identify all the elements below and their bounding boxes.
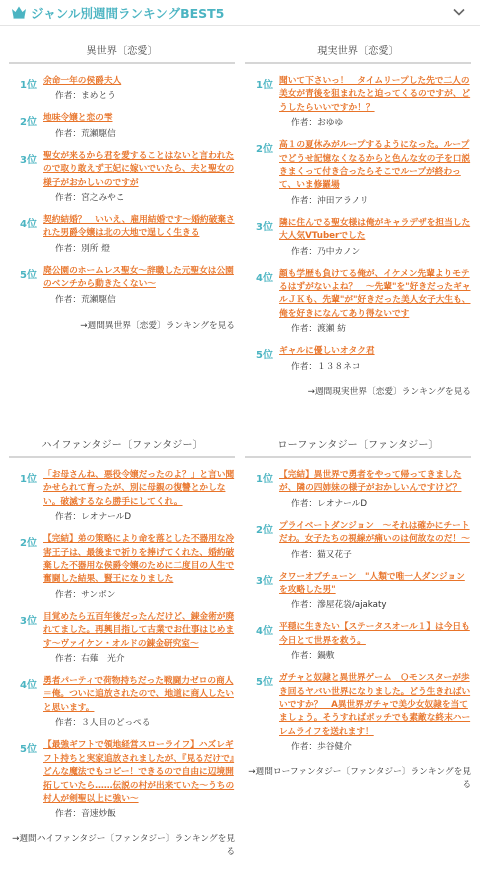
author-label: 作者：乃中カノン xyxy=(291,246,361,257)
ranking-item xyxy=(245,469,471,511)
rank-label: 2位 xyxy=(256,524,273,536)
rank-label: 1位 xyxy=(20,80,37,91)
work-title-link[interactable]: タワーオブチューン "人類で唯一人ダンジョンを攻略した男" xyxy=(279,571,465,596)
rank-label: 5位 xyxy=(256,677,273,689)
ranking-item xyxy=(245,75,471,130)
rank-label: 5位 xyxy=(20,269,37,281)
work-title-link[interactable]: 高１の夏休みがループするようになった。ループでどうせ記憶なくなるからと色んな女の子を口説きまくって付き合ったらそこでループが終わって、いま修羅場 xyxy=(279,140,471,191)
author-label: 作者：まめとう xyxy=(55,91,116,102)
ranking-item xyxy=(9,533,235,602)
section-heading: ハイファンタジー〔ファンタジー〕 xyxy=(9,436,235,458)
author-label: 作者：レオナールD xyxy=(291,498,368,509)
author-label: 作者：滲屋花袋/ajakaty xyxy=(291,600,387,611)
work-title-link[interactable]: 契約結婚？ いいえ、雇用結婚です～婚約破棄された男爵令嬢は北の大地で逞しく生きる xyxy=(43,215,235,239)
rank-label: 3位 xyxy=(256,575,273,587)
ranking-item xyxy=(245,217,471,259)
author-label: 作者：３人目のどっぺる xyxy=(55,718,151,729)
rank-label: 1位 xyxy=(20,474,37,485)
rank-label: 5位 xyxy=(256,350,273,362)
work-title-link[interactable]: 隣に住んでる聖女様は俺がキャラデザを担当した大人気VTuberでした xyxy=(279,217,471,242)
work-title-link[interactable]: 平穏に生きたい【ステータスオール１】は今日も今日とて世界を救う。 xyxy=(279,622,470,646)
ranking-item xyxy=(9,75,235,103)
rank-label: 1位 xyxy=(256,474,273,485)
section-heading: ローファンタジー〔ファンタジー〕 xyxy=(245,436,471,458)
ranking-item xyxy=(9,675,235,730)
author-label: 作者：渡瀬 紡 xyxy=(291,324,346,335)
rank-label: 3位 xyxy=(20,154,37,166)
ranking-item xyxy=(9,739,235,821)
ranking-item xyxy=(245,268,471,337)
work-title-link[interactable]: 聖女が来るから君を愛することはないと言われたので取り敢えず王妃に嫁いでいたら、夫と聖女の様子がおかしいのですが xyxy=(43,150,235,188)
author-label: 作者：サンボン xyxy=(55,589,116,600)
ranking-item xyxy=(245,345,471,373)
ranking-item xyxy=(9,150,235,205)
rank-label: 1位 xyxy=(256,80,273,91)
work-title-link[interactable]: ガチャと奴隷と異世界ゲーム Ｑモンスターが歩き回るヤバい世界になりました。どう生きればいいですか？ A異世界ガチャで美少女奴隷を当てましょう。そうすればボッチでも素敵な終末ハーレムライフを送れます！ xyxy=(279,673,471,737)
crown-icon xyxy=(11,5,27,19)
ranking-item xyxy=(245,621,471,663)
work-title-link[interactable]: 余命一年の侯爵夫人 xyxy=(43,76,122,86)
rank-label: 3位 xyxy=(256,221,273,233)
see-more-link[interactable]: →週間現実世界〔恋愛〕ランキングを見る xyxy=(307,386,471,397)
rank-label: 5位 xyxy=(20,744,37,756)
work-title-link[interactable]: 目覚めたら五百年後だったんだけど、錬金術が廃れてました。再興目指して古業でお仕事はじめます～ヴァイケン・オルドの錬金研究室～ xyxy=(43,611,235,649)
see-more-link[interactable]: →週間ローファンタジー〔ファンタジー〕ランキングを見る xyxy=(248,767,471,791)
work-title-link[interactable]: 【最強ギフトで領地経営スローライフ】ハズレギフト持ちと実家追放されましたが、『見るだけで』どんな魔法でもコピー！できるので自由に辺境開拓していたら……伝説の村が出来ていた～うちの村人が剣聖以上に強い～ xyxy=(43,740,235,804)
ranking-item xyxy=(245,520,471,562)
rank-label: 4位 xyxy=(256,626,273,638)
author-label: 作者：別所 燈 xyxy=(55,243,110,254)
ranking-header[interactable] xyxy=(0,0,480,26)
author-label: 作者：荒瀬駆信 xyxy=(55,294,116,305)
author-label: 作者：宮之みやこ xyxy=(55,193,125,204)
work-title-link[interactable]: 聞いて下さいっ！ タイムリープした先で二人の美女が青後を狙まれたと迫ってくるのですが、どうしたらいいですか！？ xyxy=(279,76,471,113)
ranking-item xyxy=(245,672,471,754)
genre-section-isekai-romance xyxy=(9,42,235,333)
author-label: 作者：音速炒飯 xyxy=(55,809,116,820)
see-more-link[interactable]: →週間ハイファンタジー〔ファンタジー〕ランキングを見る xyxy=(12,834,235,858)
rank-label: 2位 xyxy=(20,117,37,129)
author-label: 作者：おゆゆ xyxy=(291,118,344,129)
genre-section-high-fantasy xyxy=(9,436,235,859)
ranking-item xyxy=(9,611,235,666)
work-title-link[interactable]: 「お母さんね、悪役令嬢だったのよ？」と言い聞かせられて育ったが、別に母親の復讐とかしない。破滅するなら勝手にしてくれ。 xyxy=(43,470,235,507)
work-title-link[interactable]: 廃公園のホームレス聖女～辞職した元聖女は公園のベンチから動きたくない～ xyxy=(43,265,234,290)
author-label: 作者：鍋敷 xyxy=(291,651,335,662)
rank-label: 4位 xyxy=(20,680,37,692)
work-title-link[interactable]: ギャルに優しいオタク君 xyxy=(279,346,375,357)
ranking-item xyxy=(245,139,471,208)
work-title-link[interactable]: 勇者パーティで荷物持ちだった戦闘力ゼロの商人＝俺。ついに追放されたので、地道に商人したいと思います。 xyxy=(43,676,234,713)
ranking-item xyxy=(9,214,235,256)
author-label: 作者：歩谷健介 xyxy=(291,742,352,753)
work-title-link[interactable]: プライベートダンジョン ～それは確かにチートだわ。女子たちの視線が痛いのは何故なのだ！～ xyxy=(279,520,470,545)
ranking-item xyxy=(9,112,235,140)
chevron-down-icon[interactable] xyxy=(452,6,466,18)
author-label: 作者：猫又花子 xyxy=(291,549,352,560)
rank-label: 2位 xyxy=(256,144,273,156)
work-title-link[interactable]: 【完結】弟の策略により命を落とした不器用な冷害王子は、最後まで祈りを捧げてくれた、婚約破棄した不器用な侯爵令嬢のために二度目の人生で奮闘した結果、賢王になりました xyxy=(43,534,235,585)
rank-label: 4位 xyxy=(20,219,37,231)
genre-section-real-world-romance xyxy=(245,42,471,399)
section-heading: 異世界〔恋愛〕 xyxy=(9,42,235,64)
author-label: 作者：１３８ネコ xyxy=(291,361,361,372)
work-title-link[interactable]: 地味令嬢と恋の雫 xyxy=(43,113,113,124)
author-label: 作者：レオナールD xyxy=(55,512,132,523)
author-label: 作者：荒瀬駆信 xyxy=(55,128,116,139)
ranking-item xyxy=(9,265,235,307)
section-heading: 現実世界〔恋愛〕 xyxy=(245,42,471,64)
author-label: 作者：右薙 光介 xyxy=(55,654,125,665)
header-title: ジャンル別週間ランキングBEST5 xyxy=(31,6,225,21)
ranking-item xyxy=(245,571,471,613)
rank-label: 4位 xyxy=(256,272,273,284)
rank-label: 2位 xyxy=(20,538,37,550)
work-title-link[interactable]: 【完結】異世界で勇者をやって帰ってきましたが、隣の四姉妹の様子がおかしいんですけど？ xyxy=(279,470,462,494)
ranking-item xyxy=(9,469,235,524)
see-more-link[interactable]: →週間異世界〔恋愛〕ランキングを見る xyxy=(80,320,235,331)
work-title-link[interactable]: 顔も学歴も負けてる俺が、イケメン先輩よりモテるはずがないよね？ ～先輩"を"好きだったギャルＪＫも、先輩"が"好きだった美人女子大生も、俺を好きになんてあり得ないです xyxy=(279,268,471,319)
genre-section-low-fantasy xyxy=(245,436,471,792)
rank-label: 3位 xyxy=(20,615,37,627)
author-label: 作者：沖田アラノリ xyxy=(291,195,369,206)
